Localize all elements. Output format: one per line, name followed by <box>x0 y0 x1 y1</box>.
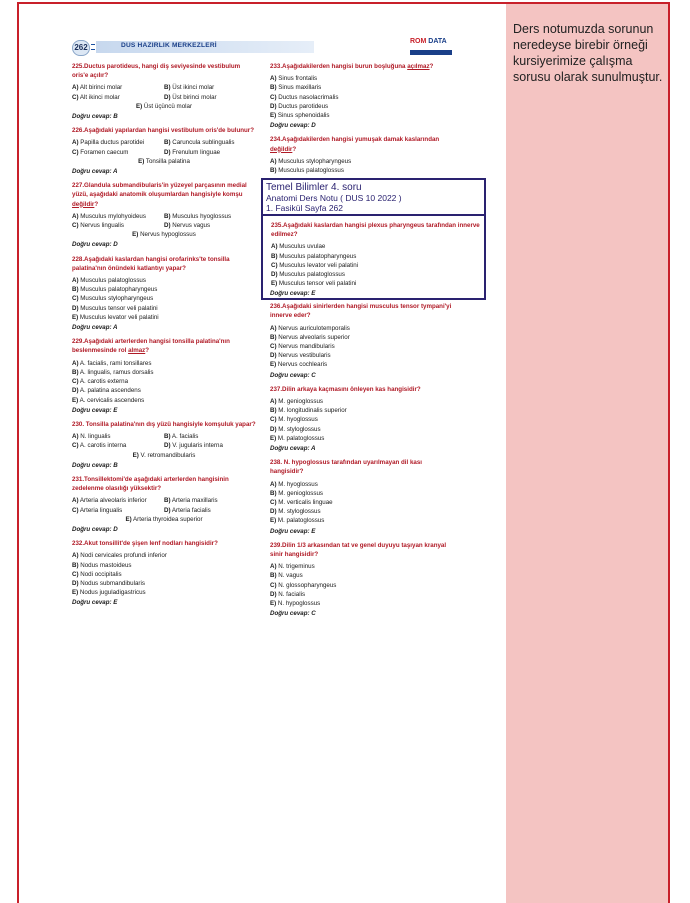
right-column-lower <box>270 288 454 624</box>
option-e: E) M. palatoglossus <box>270 517 325 525</box>
option-a: A) Alt birinci molar <box>72 84 123 92</box>
option-c: C) A. carotis externa <box>72 378 129 386</box>
option-d: D) Üst birinci molar <box>164 93 217 101</box>
option-d: D) Musculus palatoglossus <box>271 271 345 279</box>
callout-header <box>263 180 484 216</box>
question-238 <box>270 458 454 536</box>
option-d: D) A. palatina ascendens <box>72 387 141 395</box>
question-234 <box>270 135 454 175</box>
option-a: A) Musculus stylopharyngeus <box>270 157 352 165</box>
question-239 <box>270 541 454 619</box>
answer-label-235: Doğru cevap: E <box>270 290 316 297</box>
question-227 <box>72 181 256 249</box>
option-d: D) V. jugularis interna <box>164 442 223 450</box>
page-number: 262 <box>72 40 90 56</box>
option-a: A) Nodi cervicales profundi inferior <box>72 552 167 560</box>
answer-label: Doğru cevap: E <box>270 527 316 535</box>
option-b: B) Nervus alveolaris superior <box>270 333 350 341</box>
option-a: A) Musculus mylohyoideus <box>72 212 146 220</box>
option-c: C) M. hyoglossus <box>270 416 318 424</box>
option-c: C) Arteria lingualis <box>72 506 123 514</box>
question-text: 229.Aşağıdaki arterlerden hangisi tonsilla palatina'nın beslenmesinde rol almaz? <box>72 338 230 355</box>
option-e: E) M. palatoglossus <box>270 434 325 442</box>
answer-label: Doğru cevap: A <box>72 168 118 176</box>
option-b: B) Sinus maxillaris <box>270 84 322 92</box>
option-d: D) Arteria facialis <box>164 506 211 514</box>
question-text: 237.Dilin arkaya kaçmasını önleyen kas hangisidir? <box>270 385 421 393</box>
option-c: C) Alt ikinci molar <box>72 93 120 101</box>
answer-label: Doğru cevap: C <box>270 371 316 379</box>
publisher-logo <box>407 37 454 59</box>
question-226 <box>72 126 256 176</box>
option-e: E) Musculus levator veli palatini <box>72 313 159 321</box>
question-232 <box>72 539 256 607</box>
question-text: 228.Aşağıdaki kaslardan hangisi orofarinks'te tonsilla palatina'nın önündeki katlantıyı yapar? <box>72 255 230 272</box>
option-c: C) Ductus nasolacrimalis <box>270 93 339 101</box>
option-e: E) A. cervicalis ascendens <box>72 396 145 404</box>
option-e: E) Musculus tensor veli palatini <box>271 280 357 288</box>
answer-label: Doğru cevap: E <box>72 599 118 607</box>
option-e: E) Arteria thyroidea superior <box>125 515 203 523</box>
option-c: C) Nodi occipitalis <box>72 570 122 578</box>
callout-line-2: Anatomi Ders Notu ( DUS 10 2022 ) <box>266 193 402 203</box>
option-b: B) Musculus palatopharyngeus <box>271 252 357 260</box>
answer-label: Doğru cevap: B <box>72 461 118 469</box>
option-b: B) Musculus palatopharyngeus <box>72 286 158 294</box>
option-b: B) A. facialis <box>164 433 199 441</box>
question-235 <box>271 221 481 288</box>
header-lines <box>91 44 95 50</box>
option-a: A) Arteria alveolaris inferior <box>72 497 147 505</box>
option-d: D) Musculus tensor veli palatini <box>72 304 158 312</box>
question-233 <box>270 62 454 130</box>
question-text: 239.Dilin 1/3 arkasından tat ve genel duyuyu taşıyan kranyal sinir hangisidir? <box>270 541 447 559</box>
logo-bar <box>410 50 452 55</box>
option-c: C) Nervus lingualis <box>72 222 124 230</box>
note-panel <box>506 4 668 903</box>
option-e: E) V. retromandibularis <box>132 451 196 459</box>
option-a: A) N. lingualis <box>72 433 111 441</box>
option-e: E) Nervus cochlearis <box>270 361 328 369</box>
option-c: C) Nervus mandibularis <box>270 343 335 351</box>
option-d: D) M. styloglossus <box>270 508 321 516</box>
option-c: C) Musculus stylopharyngeus <box>72 295 154 303</box>
answer-label: Doğru cevap: B <box>72 113 118 121</box>
question-text: 232.Akut tonsillit'de şişen lenf nodları hangisidir? <box>72 540 218 548</box>
option-a: A) Sinus frontalis <box>270 75 318 83</box>
option-b: B) M. genioglossus <box>270 489 323 497</box>
callout-line-1: Temel Bilimler 4. soru <box>266 182 362 193</box>
option-a: A) A. facialis, rami tonsillares <box>72 359 152 367</box>
question-text: 233.Aşağıdakilerden hangisi burun boşluğuna açılmaz? <box>270 63 434 70</box>
left-column <box>72 62 256 613</box>
option-b: B) Caruncula sublingualis <box>164 139 235 147</box>
question-228 <box>72 255 256 333</box>
option-a: A) M. genioglossus <box>270 398 323 406</box>
answer-label: Doğru cevap: D <box>72 525 118 533</box>
option-a: A) N. trigeminus <box>270 563 315 571</box>
note-text: Ders notumuzda sorunun neredeyse birebir örneği kursiyerimize çalışma sorusu olarak sunulmuştur. <box>513 22 663 84</box>
option-d: D) N. facialis <box>270 590 306 598</box>
question-text: 236.Aşağıdaki sinirlerden hangisi musculus tensor tympani'yi innerve eder? <box>270 303 452 320</box>
option-d: D) Nervus vestibularis <box>270 352 331 360</box>
option-c: C) N. glossopharyngeus <box>270 581 337 589</box>
option-c: C) Foramen caecum <box>72 148 129 156</box>
reference-callout <box>261 178 486 300</box>
option-b: B) Üst ikinci molar <box>164 84 215 92</box>
option-b: B) Musculus palatoglossus <box>270 167 344 175</box>
option-b: B) Arteria maxillaris <box>164 497 218 505</box>
option-e: E) Nodus juguladigastricus <box>72 589 146 597</box>
option-e: E) Nervus hypoglossus <box>132 231 196 239</box>
option-d: D) Frenulum linguae <box>164 148 221 156</box>
page-header <box>72 37 454 59</box>
option-c: C) Musculus levator veli palatini <box>271 261 359 269</box>
option-c: C) M. verticalis linguae <box>270 499 333 507</box>
option-a: A) Musculus palatoglossus <box>72 277 146 285</box>
option-a: A) M. hyoglossus <box>270 480 318 488</box>
option-e: E) Tonsilla palatina <box>138 157 190 165</box>
answer-label: Doğru cevap: C <box>270 610 316 618</box>
option-d: D) Nodus submandibularis <box>72 579 145 587</box>
option-e: E) N. hypoglossus <box>270 600 321 608</box>
option-b: B) N. vagus <box>270 572 303 580</box>
option-d: D) Ductus parotideus <box>270 102 329 110</box>
question-237 <box>270 385 454 453</box>
option-c: C) A. carotis interna <box>72 442 127 450</box>
question-text: 234.Aşağıdakilerden hangisi yumuşak damak kaslarından değildir? <box>270 136 440 153</box>
question-236 <box>270 302 454 380</box>
question-231 <box>72 475 256 534</box>
question-text: 235.Aşağıdaki kaslardan hangisi plexus pharyngeus tarafından innerve edilmez? <box>271 222 480 239</box>
option-d: D) M. styloglossus <box>270 425 321 433</box>
answer-label: Doğru cevap: A <box>72 324 118 332</box>
option-b: B) M. longitudinalis superior <box>270 407 347 415</box>
option-b: B) A. lingualis, ramus dorsalis <box>72 368 154 376</box>
question-text: 231.Tonsillektomi'de aşağıdaki arterlerden hangisinin zedelenme olasılığı yüksektir? <box>72 475 229 493</box>
answer-label: Doğru cevap: A <box>270 445 316 453</box>
answer-label: Doğru cevap: E <box>72 406 118 414</box>
option-d: D) Nervus vagus <box>164 222 211 230</box>
question-230 <box>72 420 256 470</box>
option-b: B) Musculus hyoglossus <box>164 212 232 220</box>
answer-label: Doğru cevap: D <box>72 241 118 249</box>
question-text: 227.Glandula submandibularis'in yüzeyel parçasının medial yüzü, aşağıdaki anatomik oluşumlardan hangisiyle komşu değildir? <box>72 182 247 208</box>
option-a: A) Nervus auriculotemporalis <box>270 324 350 332</box>
logo-text: ROM DATA <box>410 38 447 45</box>
question-text: 226.Aşağıdaki yapılardan hangisi vestibulum oris'de bulunur? <box>72 127 254 135</box>
option-a: A) Musculus uvulae <box>271 243 326 251</box>
question-225 <box>72 62 256 121</box>
callout-line-3: 1. Fasikül Sayfa 262 <box>266 203 344 213</box>
question-text: 230. Tonsilla palatina'nın dış yüzü hangisiyle komşuluk yapar? <box>72 420 256 428</box>
option-b: B) Nodus mastoideus <box>72 561 132 569</box>
option-e: E) Üst üçüncü molar <box>135 102 193 110</box>
question-text: 225.Ductus parotideus, hangi diş seviyesinde vestibulum oris'e açılır? <box>72 63 241 80</box>
question-229 <box>72 337 256 415</box>
question-text: 238. N. hypoglossus tarafından uyarılmayan dil kası hangisidir? <box>270 459 422 476</box>
option-e: E) Sinus sphenoidalis <box>270 112 330 120</box>
option-a: A) Papilla ductus parotidei <box>72 139 145 147</box>
right-column <box>270 62 454 180</box>
header-title: DUS HAZIRLIK MERKEZLERİ <box>121 42 217 49</box>
answer-label: Doğru cevap: D <box>270 122 316 130</box>
